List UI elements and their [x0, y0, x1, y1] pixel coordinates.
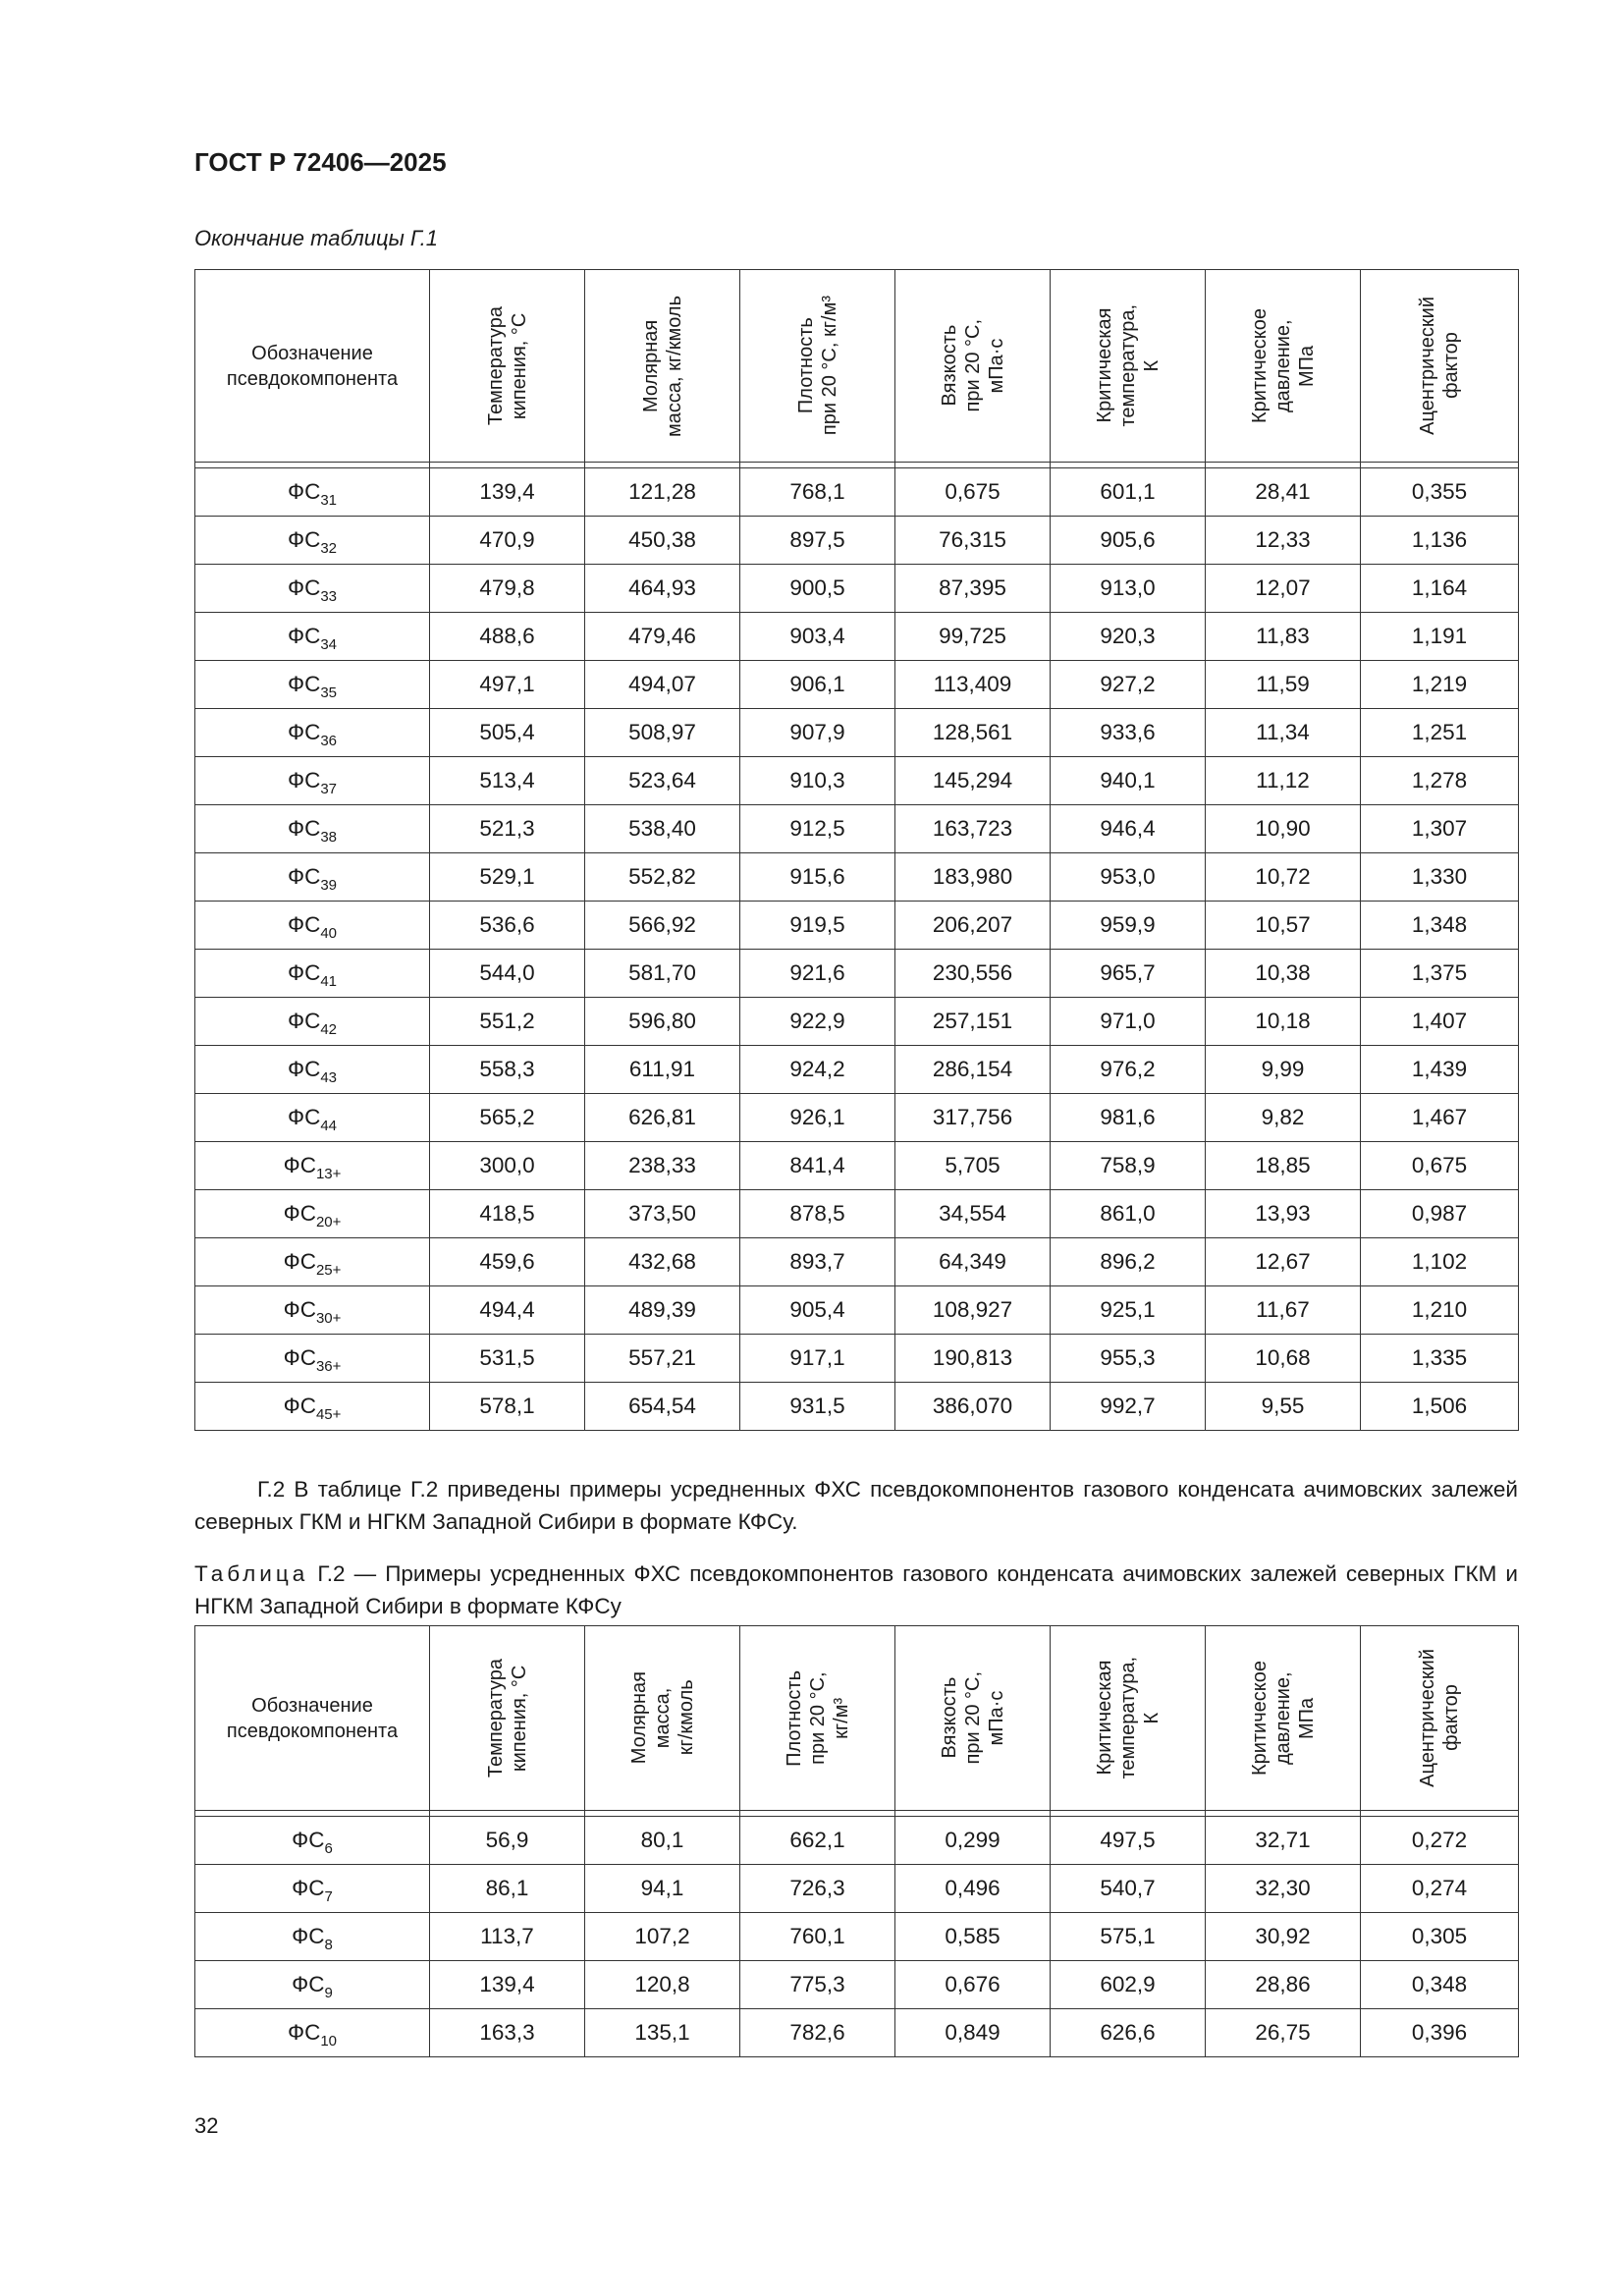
table-cell: 11,59: [1206, 661, 1361, 709]
pseudocomponent-name: $ФС_{39}$: [195, 853, 430, 902]
pseudocomponent-name: $ФС_8$: [195, 1913, 430, 1961]
table-cell: 768,1: [740, 468, 895, 517]
table-cell: 113,409: [895, 661, 1051, 709]
column-header: Молярная масса, кг/кмоль: [585, 1626, 740, 1811]
table-cell: 479,46: [585, 613, 740, 661]
table-cell: 529,1: [430, 853, 585, 902]
table-cell: 878,5: [740, 1190, 895, 1238]
table-cell: 488,6: [430, 613, 585, 661]
table-cell: 558,3: [430, 1046, 585, 1094]
table-row: [195, 1190, 1519, 1238]
column-header: Молярная масса, кг/кмоль: [585, 270, 740, 463]
table2-header-row: [195, 1626, 1519, 1811]
table-cell: 0,299: [895, 1817, 1051, 1865]
table-cell: 900,5: [740, 565, 895, 613]
table-cell: 1,375: [1361, 950, 1519, 998]
table-cell: 56,9: [430, 1817, 585, 1865]
table-cell: 0,987: [1361, 1190, 1519, 1238]
table-cell: 10,38: [1206, 950, 1361, 998]
table-cell: 373,50: [585, 1190, 740, 1238]
pseudocomponent-name: $ФС_{44}$: [195, 1094, 430, 1142]
table-cell: 459,6: [430, 1238, 585, 1286]
pseudocomponent-name: $ФС_{37}$: [195, 757, 430, 805]
table-cell: 9,55: [1206, 1383, 1361, 1431]
table-cell: 470,9: [430, 517, 585, 565]
column-header: Ацентрический фактор: [1361, 1626, 1519, 1811]
table-cell: 775,3: [740, 1961, 895, 2009]
table-cell: 13,93: [1206, 1190, 1361, 1238]
table-cell: 489,39: [585, 1286, 740, 1335]
table-cell: 927,2: [1051, 661, 1206, 709]
table-cell: 99,725: [895, 613, 1051, 661]
table-cell: 497,1: [430, 661, 585, 709]
table-cell: 915,6: [740, 853, 895, 902]
table-cell: 910,3: [740, 757, 895, 805]
table-cell: 10,57: [1206, 902, 1361, 950]
table-row: [195, 757, 1519, 805]
table-cell: 924,2: [740, 1046, 895, 1094]
table-cell: 1,278: [1361, 757, 1519, 805]
table-g2: [194, 1625, 1519, 2057]
document-header: ГОСТ Р 72406—2025: [194, 147, 447, 177]
table-cell: 1,251: [1361, 709, 1519, 757]
table-cell: 955,3: [1051, 1335, 1206, 1383]
table-cell: 1,191: [1361, 613, 1519, 661]
table-cell: 861,0: [1051, 1190, 1206, 1238]
table-row: [195, 468, 1519, 517]
table-row: [195, 1817, 1519, 1865]
table-cell: 32,71: [1206, 1817, 1361, 1865]
table-row: [195, 709, 1519, 757]
table-row: [195, 1046, 1519, 1094]
table-row: [195, 1383, 1519, 1431]
table-cell: 953,0: [1051, 853, 1206, 902]
table-cell: 897,5: [740, 517, 895, 565]
table-cell: 432,68: [585, 1238, 740, 1286]
table-cell: 10,72: [1206, 853, 1361, 902]
table-cell: 206,207: [895, 902, 1051, 950]
pseudocomponent-name: $ФС_{25+}$: [195, 1238, 430, 1286]
table-cell: 0,849: [895, 2009, 1051, 2057]
page-number: 32: [194, 2113, 219, 2138]
pseudocomponent-name: $ФС_6$: [195, 1817, 430, 1865]
table-cell: 926,1: [740, 1094, 895, 1142]
table-cell: 893,7: [740, 1238, 895, 1286]
table-cell: 0,675: [1361, 1142, 1519, 1190]
table-cell: 578,1: [430, 1383, 585, 1431]
table-cell: 450,38: [585, 517, 740, 565]
table-cell: 596,80: [585, 998, 740, 1046]
table-cell: 300,0: [430, 1142, 585, 1190]
column-header: Обозначение псевдокомпонента: [195, 270, 430, 463]
table-cell: 238,33: [585, 1142, 740, 1190]
table-cell: 552,82: [585, 853, 740, 902]
table-cell: 905,6: [1051, 517, 1206, 565]
table-cell: 581,70: [585, 950, 740, 998]
table-cell: 912,5: [740, 805, 895, 853]
table-cell: 12,33: [1206, 517, 1361, 565]
pseudocomponent-name: $ФС_{43}$: [195, 1046, 430, 1094]
table-cell: 611,91: [585, 1046, 740, 1094]
pseudocomponent-name: $ФС_{20+}$: [195, 1190, 430, 1238]
pseudocomponent-name: $ФС_{13+}$: [195, 1142, 430, 1190]
table-cell: 726,3: [740, 1865, 895, 1913]
table-cell: 544,0: [430, 950, 585, 998]
table-cell: 662,1: [740, 1817, 895, 1865]
table-cell: 1,164: [1361, 565, 1519, 613]
table-cell: 286,154: [895, 1046, 1051, 1094]
table-row: [195, 565, 1519, 613]
table-cell: 494,4: [430, 1286, 585, 1335]
pseudocomponent-name: $ФС_{36+}$: [195, 1335, 430, 1383]
table-cell: 5,705: [895, 1142, 1051, 1190]
table-cell: 1,348: [1361, 902, 1519, 950]
column-header: Критическая температура, К: [1051, 270, 1206, 463]
table-cell: 11,12: [1206, 757, 1361, 805]
table-cell: 971,0: [1051, 998, 1206, 1046]
table-row: [195, 950, 1519, 998]
table-cell: 18,85: [1206, 1142, 1361, 1190]
table-cell: 64,349: [895, 1238, 1051, 1286]
table-cell: 163,3: [430, 2009, 585, 2057]
table-cell: 121,28: [585, 468, 740, 517]
table-cell: 386,070: [895, 1383, 1051, 1431]
column-header: Плотность при 20 °С, кг/м³: [740, 270, 895, 463]
table-row: [195, 1238, 1519, 1286]
table2-caption-label: Таблица: [194, 1561, 309, 1586]
table-cell: 145,294: [895, 757, 1051, 805]
table-cell: 992,7: [1051, 1383, 1206, 1431]
table-cell: 0,272: [1361, 1817, 1519, 1865]
table-row: [195, 902, 1519, 950]
table-cell: 108,927: [895, 1286, 1051, 1335]
table2-caption: [194, 1558, 1518, 1622]
table-cell: 163,723: [895, 805, 1051, 853]
table-cell: 0,348: [1361, 1961, 1519, 2009]
table-row: [195, 805, 1519, 853]
table-cell: 626,6: [1051, 2009, 1206, 2057]
column-header: Вязкость при 20 °С, мПа·с: [895, 270, 1051, 463]
pseudocomponent-name: $ФС_{45+}$: [195, 1383, 430, 1431]
table-cell: 575,1: [1051, 1913, 1206, 1961]
table-cell: 758,9: [1051, 1142, 1206, 1190]
table-cell: 139,4: [430, 1961, 585, 2009]
table-cell: 946,4: [1051, 805, 1206, 853]
table-cell: 183,980: [895, 853, 1051, 902]
table-cell: 1,330: [1361, 853, 1519, 902]
table-cell: 497,5: [1051, 1817, 1206, 1865]
pseudocomponent-name: $ФС_{36}$: [195, 709, 430, 757]
table-cell: 1,210: [1361, 1286, 1519, 1335]
table-row: [195, 853, 1519, 902]
table-cell: 921,6: [740, 950, 895, 998]
table-cell: 87,395: [895, 565, 1051, 613]
pseudocomponent-name: $ФС_{30+}$: [195, 1286, 430, 1335]
table-cell: 536,6: [430, 902, 585, 950]
table-row: [195, 1335, 1519, 1383]
table-cell: 508,97: [585, 709, 740, 757]
table-cell: 513,4: [430, 757, 585, 805]
table-cell: 919,5: [740, 902, 895, 950]
pseudocomponent-name: $ФС_{32}$: [195, 517, 430, 565]
pseudocomponent-name: $ФС_{10}$: [195, 2009, 430, 2057]
column-header: Критическая температура, К: [1051, 1626, 1206, 1811]
table-cell: 1,102: [1361, 1238, 1519, 1286]
table-cell: 11,34: [1206, 709, 1361, 757]
table-cell: 10,68: [1206, 1335, 1361, 1383]
table-cell: 113,7: [430, 1913, 585, 1961]
table-cell: 903,4: [740, 613, 895, 661]
table-cell: 494,07: [585, 661, 740, 709]
pseudocomponent-name: $ФС_{41}$: [195, 950, 430, 998]
table-cell: 505,4: [430, 709, 585, 757]
table-cell: 896,2: [1051, 1238, 1206, 1286]
table-cell: 931,5: [740, 1383, 895, 1431]
table-cell: 981,6: [1051, 1094, 1206, 1142]
column-header: Критическое давление, МПа: [1206, 1626, 1361, 1811]
pseudocomponent-name: $ФС_{33}$: [195, 565, 430, 613]
table-cell: 760,1: [740, 1913, 895, 1961]
table-cell: 551,2: [430, 998, 585, 1046]
table-cell: 10,90: [1206, 805, 1361, 853]
table-cell: 86,1: [430, 1865, 585, 1913]
pseudocomponent-name: $ФС_{34}$: [195, 613, 430, 661]
table-cell: 230,556: [895, 950, 1051, 998]
table-cell: 135,1: [585, 2009, 740, 2057]
column-header: Критическое давление, МПа: [1206, 270, 1361, 463]
table-cell: 538,40: [585, 805, 740, 853]
table-cell: 120,8: [585, 1961, 740, 2009]
table1-caption: Окончание таблицы Г.1: [194, 226, 438, 250]
table-cell: 76,315: [895, 517, 1051, 565]
table-cell: 11,67: [1206, 1286, 1361, 1335]
table-cell: 906,1: [740, 661, 895, 709]
table-cell: 139,4: [430, 468, 585, 517]
table-row: [195, 613, 1519, 661]
table-cell: 565,2: [430, 1094, 585, 1142]
table-cell: 32,30: [1206, 1865, 1361, 1913]
table-cell: 1,439: [1361, 1046, 1519, 1094]
table-row: [195, 1286, 1519, 1335]
column-header: Плотность при 20 °С, кг/м³: [740, 1626, 895, 1811]
table-cell: 925,1: [1051, 1286, 1206, 1335]
table-cell: 190,813: [895, 1335, 1051, 1383]
column-header: Температура кипения, °С: [430, 1626, 585, 1811]
table-row: [195, 1094, 1519, 1142]
table-cell: 0,305: [1361, 1913, 1519, 1961]
table-cell: 601,1: [1051, 468, 1206, 517]
table-cell: 976,2: [1051, 1046, 1206, 1094]
table-cell: 841,4: [740, 1142, 895, 1190]
table-cell: 531,5: [430, 1335, 585, 1383]
table-cell: 1,467: [1361, 1094, 1519, 1142]
table-cell: 933,6: [1051, 709, 1206, 757]
table-cell: 12,67: [1206, 1238, 1361, 1286]
table-cell: 540,7: [1051, 1865, 1206, 1913]
table-cell: 626,81: [585, 1094, 740, 1142]
table-cell: 917,1: [740, 1335, 895, 1383]
table-cell: 9,82: [1206, 1094, 1361, 1142]
table-cell: 317,756: [895, 1094, 1051, 1142]
table-g1: [194, 269, 1519, 1431]
pseudocomponent-name: $ФС_{38}$: [195, 805, 430, 853]
table-cell: 464,93: [585, 565, 740, 613]
table-cell: 418,5: [430, 1190, 585, 1238]
table-cell: 0,585: [895, 1913, 1051, 1961]
table-cell: 907,9: [740, 709, 895, 757]
table-cell: 30,92: [1206, 1913, 1361, 1961]
table-cell: 1,407: [1361, 998, 1519, 1046]
table-cell: 94,1: [585, 1865, 740, 1913]
pseudocomponent-name: $ФС_{42}$: [195, 998, 430, 1046]
table-cell: 959,9: [1051, 902, 1206, 950]
table-cell: 9,99: [1206, 1046, 1361, 1094]
table-cell: 28,86: [1206, 1961, 1361, 2009]
table1-header-row: [195, 270, 1519, 463]
table-cell: 940,1: [1051, 757, 1206, 805]
pseudocomponent-name: $ФС_{35}$: [195, 661, 430, 709]
pseudocomponent-name: $ФС_7$: [195, 1865, 430, 1913]
table-cell: 479,8: [430, 565, 585, 613]
table-cell: 0,274: [1361, 1865, 1519, 1913]
table-cell: 34,554: [895, 1190, 1051, 1238]
table-cell: 0,676: [895, 1961, 1051, 2009]
table-cell: 1,136: [1361, 517, 1519, 565]
table-cell: 782,6: [740, 2009, 895, 2057]
table-cell: 26,75: [1206, 2009, 1361, 2057]
table-cell: 1,335: [1361, 1335, 1519, 1383]
table-row: [195, 1142, 1519, 1190]
table-cell: 107,2: [585, 1913, 740, 1961]
column-header: Температура кипения, °С: [430, 270, 585, 463]
pseudocomponent-name: $ФС_9$: [195, 1961, 430, 2009]
table-cell: 1,307: [1361, 805, 1519, 853]
table-row: [195, 1913, 1519, 1961]
table-cell: 920,3: [1051, 613, 1206, 661]
table-row: [195, 998, 1519, 1046]
table-cell: 1,219: [1361, 661, 1519, 709]
table-row: [195, 661, 1519, 709]
column-header: Вязкость при 20 °С, мПа·с: [895, 1626, 1051, 1811]
column-header: Ацентрический фактор: [1361, 270, 1519, 463]
table-cell: 11,83: [1206, 613, 1361, 661]
table-cell: 566,92: [585, 902, 740, 950]
table-cell: 654,54: [585, 1383, 740, 1431]
table-row: [195, 517, 1519, 565]
pseudocomponent-name: $ФС_{31}$: [195, 468, 430, 517]
table-row: [195, 1961, 1519, 2009]
table-cell: 905,4: [740, 1286, 895, 1335]
column-header: Обозначение псевдокомпонента: [195, 1626, 430, 1811]
table-cell: 965,7: [1051, 950, 1206, 998]
pseudocomponent-name: $ФС_{40}$: [195, 902, 430, 950]
table2-caption-text: Г.2 — Примеры усредненных ФХС псевдокомпонентов газового конденсата ачимовских залежей северных ГКМ и НГКМ Западной Сибири в формате КФСу: [194, 1561, 1518, 1618]
table-cell: 913,0: [1051, 565, 1206, 613]
table-cell: 557,21: [585, 1335, 740, 1383]
table-cell: 28,41: [1206, 468, 1361, 517]
table-cell: 602,9: [1051, 1961, 1206, 2009]
table-cell: 128,561: [895, 709, 1051, 757]
table-row: [195, 2009, 1519, 2057]
table-cell: 922,9: [740, 998, 895, 1046]
table-cell: 80,1: [585, 1817, 740, 1865]
table-cell: 521,3: [430, 805, 585, 853]
table-cell: 12,07: [1206, 565, 1361, 613]
table-cell: 1,506: [1361, 1383, 1519, 1431]
table-cell: 257,151: [895, 998, 1051, 1046]
paragraph-g2: Г.2 В таблице Г.2 приведены примеры усредненных ФХС псевдокомпонентов газового конденсата ачимовских залежей северных ГКМ и НГКМ Западной Сибири в формате КФСу.: [194, 1477, 1518, 1534]
table-cell: 0,675: [895, 468, 1051, 517]
table-cell: 523,64: [585, 757, 740, 805]
table-cell: 0,355: [1361, 468, 1519, 517]
table-cell: 0,496: [895, 1865, 1051, 1913]
table-row: [195, 1865, 1519, 1913]
table-cell: 0,396: [1361, 2009, 1519, 2057]
table-cell: 10,18: [1206, 998, 1361, 1046]
